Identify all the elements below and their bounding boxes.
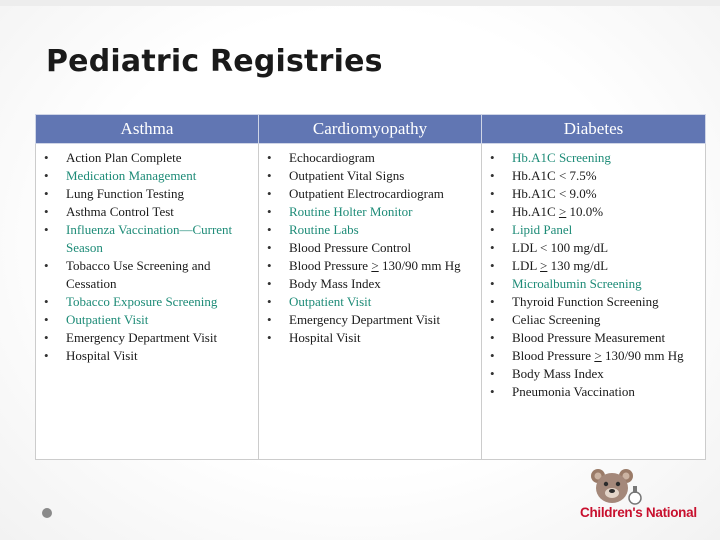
measure-item: • Lung Function Testing bbox=[42, 185, 254, 203]
measure-item: • Outpatient Visit bbox=[265, 293, 477, 311]
content-row bbox=[36, 144, 706, 460]
measure-item: • LDL < 100 mg/dL bbox=[488, 239, 701, 257]
diabetes-measure-list bbox=[488, 149, 701, 401]
page-title: Pediatric Registries bbox=[46, 44, 383, 79]
greater-or-equal-symbol: > bbox=[594, 348, 602, 363]
measure-item bbox=[488, 347, 701, 365]
measure-item: • Microalbumin Screening bbox=[488, 275, 701, 293]
cardiomyopathy-header: Cardiomyopathy bbox=[259, 115, 482, 144]
logo-text: Children's National bbox=[580, 505, 697, 520]
measure-text: 130 mg/dL bbox=[547, 258, 609, 273]
measure-item: • Tobacco Exposure Screening bbox=[42, 293, 254, 311]
measure-item: • Hb.A1C < 7.5% bbox=[488, 167, 701, 185]
measure-item: • Hospital Visit bbox=[265, 329, 477, 347]
measure-text: Hb.A1C bbox=[512, 204, 559, 219]
asthma-cell bbox=[36, 144, 259, 460]
measure-item: • Body Mass Index bbox=[265, 275, 477, 293]
asthma-header: Asthma bbox=[36, 115, 259, 144]
measure-item bbox=[265, 257, 477, 275]
header-row bbox=[36, 115, 706, 144]
registries-table bbox=[35, 114, 706, 460]
cardiomyopathy-measure-list bbox=[265, 149, 477, 347]
measure-text: 130/90 mm Hg bbox=[378, 258, 461, 273]
diabetes-cell bbox=[482, 144, 706, 460]
measure-item bbox=[488, 203, 701, 221]
measure-item: • Outpatient Electrocardiogram bbox=[265, 185, 477, 203]
measure-item bbox=[488, 257, 701, 275]
greater-or-equal-symbol: > bbox=[371, 258, 379, 273]
measure-item: • Body Mass Index bbox=[488, 365, 701, 383]
measure-item: • Celiac Screening bbox=[488, 311, 701, 329]
measure-item: • Medication Management bbox=[42, 167, 254, 185]
measure-item: • Emergency Department Visit bbox=[265, 311, 477, 329]
top-accent-bar bbox=[0, 0, 720, 6]
cardiomyopathy-cell bbox=[259, 144, 482, 460]
measure-item: • Tobacco Use Screening and Cessation bbox=[42, 257, 254, 293]
measure-text: Blood Pressure bbox=[289, 258, 372, 273]
measure-item: • Lipid Panel bbox=[488, 221, 701, 239]
measure-item: • Asthma Control Test bbox=[42, 203, 254, 221]
measure-item: • Echocardiogram bbox=[265, 149, 477, 167]
measure-item: • Routine Holter Monitor bbox=[265, 203, 477, 221]
greater-or-equal-symbol: > bbox=[558, 204, 567, 219]
measure-item: • Blood Pressure Measurement bbox=[488, 329, 701, 347]
measure-item: • Thyroid Function Screening bbox=[488, 293, 701, 311]
measure-text: LDL bbox=[512, 258, 541, 273]
measure-item: • Routine Labs bbox=[265, 221, 477, 239]
measure-text: 130/90 mm Hg bbox=[601, 348, 684, 363]
asthma-measure-list bbox=[42, 149, 254, 365]
measure-item: • Influenza Vaccination—Current Season bbox=[42, 221, 254, 257]
measure-item: • Outpatient Visit bbox=[42, 311, 254, 329]
childrens-national-logo bbox=[568, 458, 718, 538]
measure-item: • Action Plan Complete bbox=[42, 149, 254, 167]
measure-item: • Blood Pressure Control bbox=[265, 239, 477, 257]
slide-bullet-dot bbox=[42, 508, 52, 518]
measure-item: • Emergency Department Visit bbox=[42, 329, 254, 347]
measure-item: • Outpatient Vital Signs bbox=[265, 167, 477, 185]
measure-item: • Hospital Visit bbox=[42, 347, 254, 365]
measure-text: Blood Pressure bbox=[512, 348, 595, 363]
measure-text: 10.0% bbox=[566, 204, 604, 219]
measure-item: • Hb.A1C Screening bbox=[488, 149, 701, 167]
diabetes-header: Diabetes bbox=[482, 115, 706, 144]
measure-item: • Hb.A1C < 9.0% bbox=[488, 185, 701, 203]
measure-item: • Pneumonia Vaccination bbox=[488, 383, 701, 401]
greater-or-equal-symbol: > bbox=[540, 258, 548, 273]
